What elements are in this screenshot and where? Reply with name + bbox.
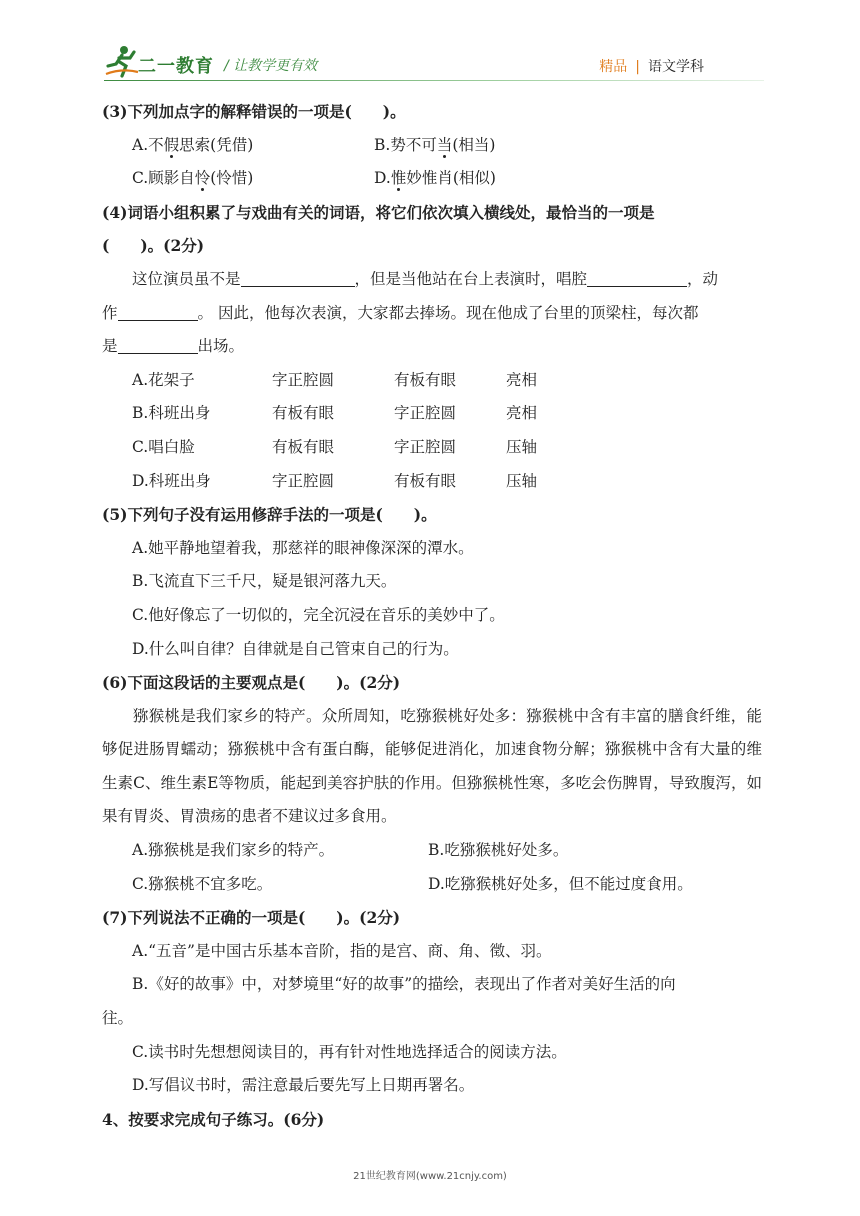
- page-header: [0, 0, 860, 80]
- question-3-options-row-1: [102, 129, 762, 163]
- option-5a: A.她平静地望着我，那慈祥的眼神像深深的潭水。: [132, 538, 474, 557]
- question-5-stem: (5)下列句子没有运用修辞手法的一项是( )。: [102, 505, 437, 525]
- option-7d: D.写倡议书时，需注意最后要先写上日期再署名。: [132, 1076, 475, 1095]
- premium-label: 精品: [599, 59, 628, 75]
- question-4-passage-line-1: 这位演员虽不是 ，但是当他站在台上表演时，唱腔 ，动: [132, 269, 719, 288]
- option-4b: B.科班出身 有板有眼 字正腔圆 亮相: [132, 404, 538, 423]
- question-7-stem: (7)下列说法不正确的一项是( )。(2分): [102, 908, 401, 928]
- fill-blank[interactable]: [118, 335, 198, 354]
- option-5d: D.什么叫自律？自律就是自己管束自己的行为。: [132, 639, 459, 658]
- option-7c: C.读书时先想想阅读目的，再有针对性地选择适合的阅读方法。: [132, 1042, 567, 1061]
- question-4-stem-cont: ( )。(2分): [102, 236, 205, 256]
- dotted-char: 当: [436, 135, 453, 154]
- option-4c: C.唱白脸 有板有眼 字正腔圆 压轴: [132, 437, 538, 456]
- option-3a: A.不假思索(凭借): [132, 135, 254, 154]
- option-7b-cont: 往。: [102, 1009, 134, 1028]
- dotted-char: 怜: [194, 169, 211, 188]
- option-7a: A.“五音”是中国古乐基本音阶，指的是宫、商、角、徵、羽。: [132, 941, 552, 960]
- question-6-stem: (6)下面这段话的主要观点是( )。(2分): [102, 673, 401, 693]
- question-4-stem: (4)词语小组积累了与戏曲有关的词语，将它们依次填入横线处，最恰当的一项是: [102, 202, 655, 222]
- slogan: / 让教学更有效: [224, 58, 318, 74]
- option-4d: D.科班出身 字正腔圆 有板有眼 压轴: [132, 471, 538, 490]
- option-3c: C.顾影自怜(怜惜): [132, 169, 254, 188]
- option-6b: B.吃猕猴桃好处多。: [428, 841, 569, 860]
- section-4-heading: 4、按要求完成句子练习。(6分): [102, 1109, 325, 1129]
- option-5c: C.他好像忘了一切似的，完全沉浸在音乐的美妙中了。: [132, 605, 505, 624]
- logo-text: 二一教育: [138, 56, 214, 77]
- question-3-stem: (3)下列加点字的解释错误的一项是( )。: [102, 102, 406, 121]
- subject-label: 语文学科: [648, 59, 704, 75]
- fill-blank[interactable]: [587, 268, 687, 287]
- fill-blank[interactable]: [118, 302, 198, 321]
- question-6-options-row-1: [102, 834, 762, 868]
- option-6c: C.猕猴桃不宜多吃。: [132, 874, 273, 893]
- option-6a: A.猕猴桃是我们家乡的特产。: [132, 841, 335, 860]
- option-3b: B.势不可当(相当): [374, 135, 496, 154]
- option-7b: B.《好的故事》中，对梦境里“好的故事”的描绘，表现出了作者对美好生活的向: [132, 975, 676, 994]
- question-6-options-row-2: [102, 868, 762, 902]
- header-separator: |: [635, 59, 640, 75]
- brand-logo: [104, 44, 224, 80]
- option-3d: D.惟妙惟肖(相似): [374, 169, 496, 188]
- page-footer: 21世纪教育网(www.21cnjy.com): [353, 1171, 507, 1182]
- header-subject: [599, 56, 704, 76]
- worksheet-body: [102, 95, 762, 1136]
- question-3-options-row-2: [102, 162, 762, 196]
- option-4a: A.花架子 字正腔圆 有板有眼 亮相: [132, 370, 538, 389]
- header-divider: [104, 80, 764, 81]
- dotted-char: 假: [163, 135, 180, 154]
- fill-blank[interactable]: [241, 268, 355, 287]
- question-4-passage-line-2: 作 。 因此，他每次表演，大家都去捧场。现在他成了台里的顶梁柱，每次都: [102, 303, 699, 322]
- question-4-passage-line-3: 是 出场。: [102, 337, 245, 356]
- option-6d: D.吃猕猴桃好处多，但不能过度食用。: [428, 874, 693, 893]
- dotted-char: 惟: [390, 169, 407, 188]
- option-5b: B.飞流直下三千尺，疑是银河落九天。: [132, 572, 397, 591]
- runner-logo-icon: [104, 44, 140, 78]
- question-6-passage: 猕猴桃是我们家乡的特产。众所周知，吃猕猴桃好处多：猕猴桃中含有丰富的膳食纤维，能够促进肠胃蠕动；猕猴桃中含有蛋白酶，能够促进消化，加速食物分解；猕猴桃中含有大量的维生素C、维生素E等物质，能起到美容护肤的作用。但猕猴桃性寒，多吃会伤脾胃，导致腹泻，如果有胃炎、胃溃疡的患者不建议过多食用。: [102, 706, 762, 826]
